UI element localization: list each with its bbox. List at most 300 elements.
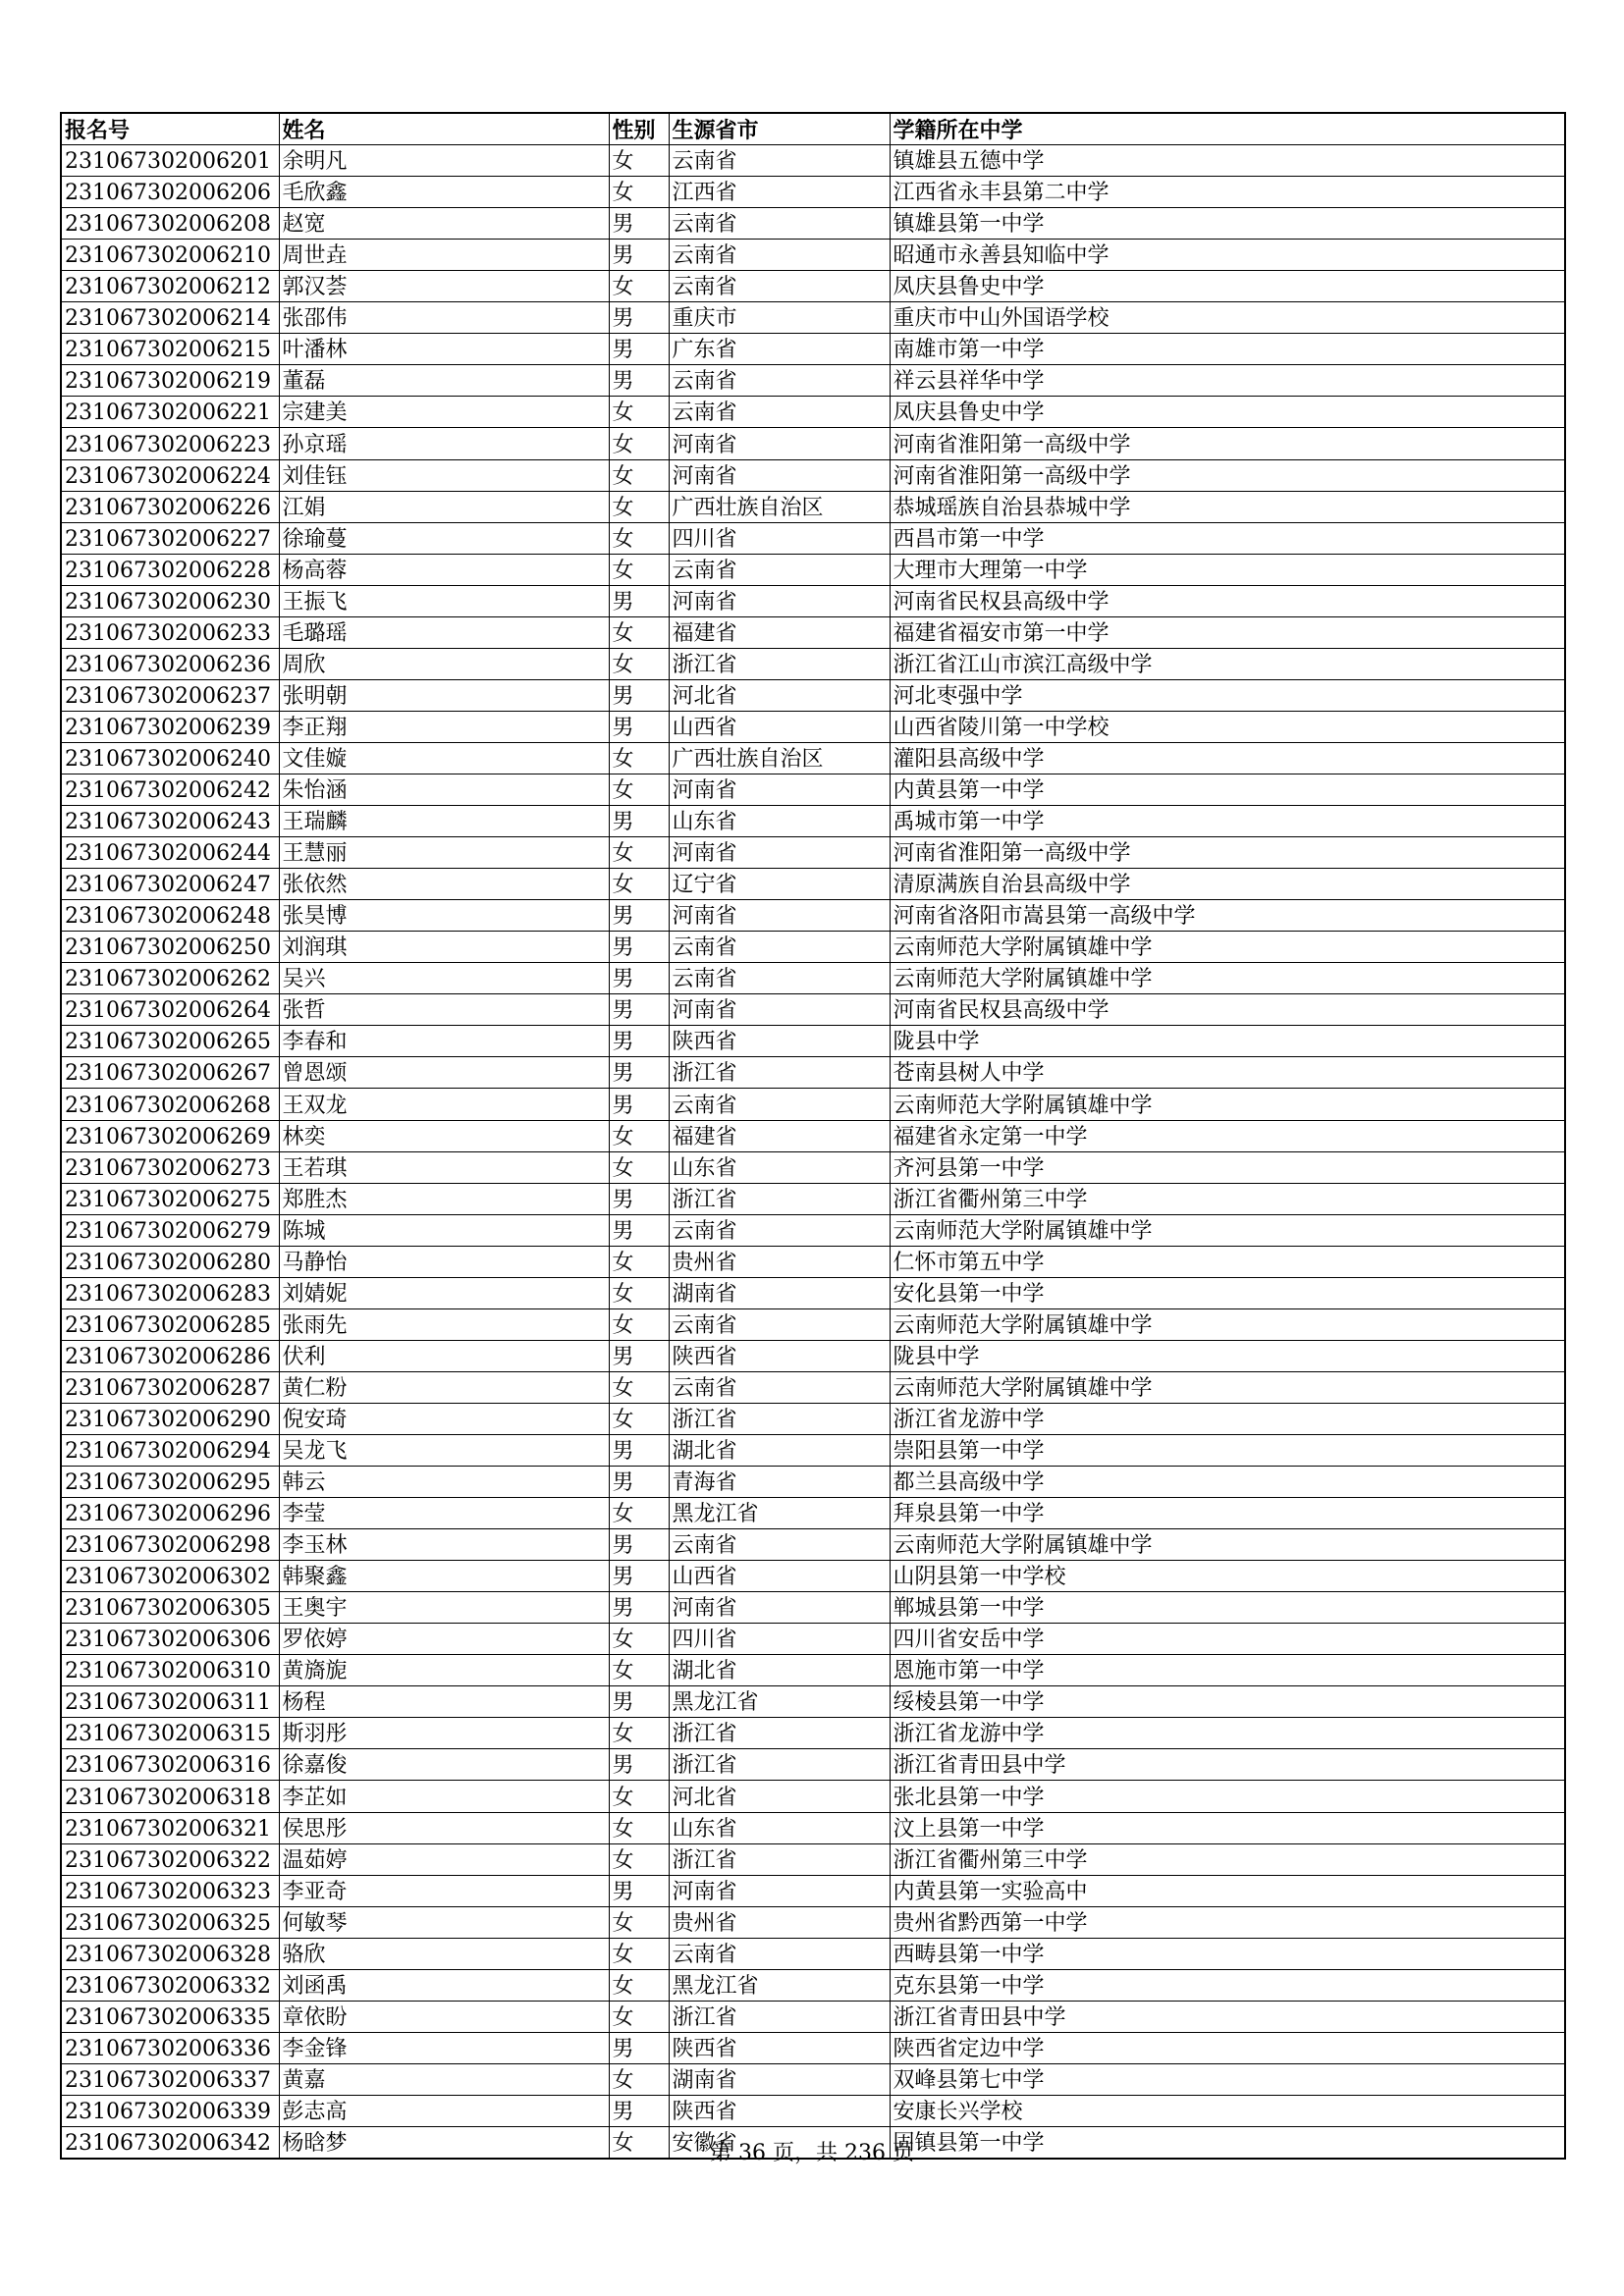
cell-registration-number: 231067302006247 xyxy=(61,869,279,900)
table-row xyxy=(61,806,1565,837)
cell-name: 黄嘉 xyxy=(279,2063,609,2095)
cell-gender: 女 xyxy=(609,774,669,805)
cell-name: 张依然 xyxy=(279,869,609,900)
cell-name: 徐瑜蔓 xyxy=(279,522,609,554)
cell-gender: 女 xyxy=(609,177,669,208)
cell-gender: 男 xyxy=(609,806,669,837)
cell-registration-number: 231067302006227 xyxy=(61,522,279,554)
cell-origin-province: 云南省 xyxy=(669,1371,890,1403)
cell-name: 王振飞 xyxy=(279,585,609,616)
cell-registration-number: 231067302006295 xyxy=(61,1467,279,1498)
table-row xyxy=(61,208,1565,240)
cell-school: 浙江省青田县中学 xyxy=(890,2001,1565,2032)
cell-name: 韩云 xyxy=(279,1467,609,1498)
cell-school: 浙江省龙游中学 xyxy=(890,1403,1565,1434)
cell-name: 斯羽彤 xyxy=(279,1718,609,1749)
cell-origin-province: 云南省 xyxy=(669,1938,890,1969)
cell-name: 周欣 xyxy=(279,648,609,679)
cell-origin-province: 浙江省 xyxy=(669,2001,890,2032)
cell-school: 云南师范大学附属镇雄中学 xyxy=(890,1214,1565,1246)
cell-school: 山西省陵川第一中学校 xyxy=(890,711,1565,742)
cell-name: 朱怡涵 xyxy=(279,774,609,805)
cell-gender: 男 xyxy=(609,1026,669,1057)
table-row xyxy=(61,1308,1565,1340)
cell-gender: 女 xyxy=(609,1120,669,1151)
cell-school: 祥云县祥华中学 xyxy=(890,365,1565,397)
cell-registration-number: 231067302006332 xyxy=(61,1969,279,2001)
cell-gender: 女 xyxy=(609,554,669,585)
cell-registration-number: 231067302006315 xyxy=(61,1718,279,1749)
cell-name: 孙京瑶 xyxy=(279,428,609,459)
table-row xyxy=(61,1969,1565,2001)
cell-name: 刘婧妮 xyxy=(279,1277,609,1308)
cell-origin-province: 湖北省 xyxy=(669,1434,890,1466)
cell-name: 周世垚 xyxy=(279,240,609,271)
cell-gender: 男 xyxy=(609,240,669,271)
cell-registration-number: 231067302006339 xyxy=(61,2095,279,2126)
table-row xyxy=(61,1434,1565,1466)
table-row xyxy=(61,1529,1565,1561)
cell-registration-number: 231067302006294 xyxy=(61,1434,279,1466)
cell-origin-province: 黑龙江省 xyxy=(669,1969,890,2001)
cell-origin-province: 四川省 xyxy=(669,1624,890,1655)
cell-origin-province: 云南省 xyxy=(669,271,890,302)
cell-registration-number: 231067302006285 xyxy=(61,1308,279,1340)
cell-name: 李金锋 xyxy=(279,2032,609,2063)
cell-origin-province: 湖南省 xyxy=(669,2063,890,2095)
cell-school: 安化县第一中学 xyxy=(890,1277,1565,1308)
cell-school: 克东县第一中学 xyxy=(890,1969,1565,2001)
table-row xyxy=(61,1875,1565,1906)
cell-origin-province: 山东省 xyxy=(669,1151,890,1183)
cell-registration-number: 231067302006201 xyxy=(61,145,279,177)
cell-gender: 女 xyxy=(609,428,669,459)
cell-origin-province: 贵州省 xyxy=(669,1906,890,1938)
table-row xyxy=(61,1057,1565,1089)
cell-gender: 女 xyxy=(609,145,669,177)
table-row xyxy=(61,2095,1565,2126)
cell-origin-province: 河南省 xyxy=(669,774,890,805)
cell-registration-number: 231067302006250 xyxy=(61,932,279,963)
table-row xyxy=(61,1812,1565,1843)
cell-school: 河南省民权县高级中学 xyxy=(890,585,1565,616)
cell-school: 河南省洛阳市嵩县第一高级中学 xyxy=(890,900,1565,932)
table-row xyxy=(61,1498,1565,1529)
table-row xyxy=(61,1718,1565,1749)
cell-name: 黄仁粉 xyxy=(279,1371,609,1403)
cell-registration-number: 231067302006273 xyxy=(61,1151,279,1183)
cell-school: 齐河县第一中学 xyxy=(890,1151,1565,1183)
cell-origin-province: 浙江省 xyxy=(669,1749,890,1781)
cell-name: 张明朝 xyxy=(279,679,609,711)
cell-school: 镇雄县五德中学 xyxy=(890,145,1565,177)
cell-gender: 女 xyxy=(609,1151,669,1183)
cell-origin-province: 湖南省 xyxy=(669,1277,890,1308)
cell-origin-province: 安徽省 xyxy=(669,2127,890,2160)
cell-registration-number: 231067302006265 xyxy=(61,1026,279,1057)
cell-school: 陇县中学 xyxy=(890,1026,1565,1057)
header-origin-province: 生源省市 xyxy=(669,113,890,145)
cell-name: 董磊 xyxy=(279,365,609,397)
cell-name: 侯思彤 xyxy=(279,1812,609,1843)
cell-gender: 女 xyxy=(609,869,669,900)
cell-gender: 女 xyxy=(609,459,669,491)
cell-school: 浙江省青田县中学 xyxy=(890,1749,1565,1781)
header-gender: 性别 xyxy=(609,113,669,145)
table-row xyxy=(61,837,1565,869)
cell-gender: 男 xyxy=(609,1214,669,1246)
cell-origin-province: 云南省 xyxy=(669,932,890,963)
cell-name: 江娟 xyxy=(279,491,609,522)
cell-registration-number: 231067302006305 xyxy=(61,1592,279,1624)
table-row xyxy=(61,1089,1565,1120)
cell-school: 安康长兴学校 xyxy=(890,2095,1565,2126)
cell-school: 恩施市第一中学 xyxy=(890,1655,1565,1686)
table-row xyxy=(61,1592,1565,1624)
cell-origin-province: 河南省 xyxy=(669,428,890,459)
cell-registration-number: 231067302006286 xyxy=(61,1340,279,1371)
cell-registration-number: 231067302006214 xyxy=(61,302,279,334)
table-row xyxy=(61,1246,1565,1277)
cell-registration-number: 231067302006310 xyxy=(61,1655,279,1686)
cell-name: 杨高蓉 xyxy=(279,554,609,585)
cell-gender: 男 xyxy=(609,585,669,616)
cell-name: 宗建美 xyxy=(279,397,609,428)
cell-gender: 女 xyxy=(609,648,669,679)
cell-gender: 女 xyxy=(609,616,669,648)
cell-school: 昭通市永善县知临中学 xyxy=(890,240,1565,271)
cell-registration-number: 231067302006268 xyxy=(61,1089,279,1120)
table-row xyxy=(61,428,1565,459)
table-row xyxy=(61,365,1565,397)
cell-gender: 男 xyxy=(609,679,669,711)
cell-registration-number: 231067302006228 xyxy=(61,554,279,585)
table-row xyxy=(61,1906,1565,1938)
cell-gender: 女 xyxy=(609,397,669,428)
cell-school: 绥棱县第一中学 xyxy=(890,1686,1565,1718)
cell-origin-province: 辽宁省 xyxy=(669,869,890,900)
cell-school: 汶上县第一中学 xyxy=(890,1812,1565,1843)
cell-school: 镇雄县第一中学 xyxy=(890,208,1565,240)
cell-gender: 女 xyxy=(609,2063,669,2095)
cell-name: 林奕 xyxy=(279,1120,609,1151)
table-row xyxy=(61,900,1565,932)
cell-name: 李正翔 xyxy=(279,711,609,742)
cell-gender: 男 xyxy=(609,963,669,994)
admission-list-table xyxy=(60,112,1566,2160)
cell-registration-number: 231067302006269 xyxy=(61,1120,279,1151)
header-school: 学籍所在中学 xyxy=(890,113,1565,145)
cell-name: 章依盼 xyxy=(279,2001,609,2032)
cell-school: 陇县中学 xyxy=(890,1340,1565,1371)
cell-name: 叶潘林 xyxy=(279,334,609,365)
table-row xyxy=(61,1624,1565,1655)
cell-gender: 女 xyxy=(609,1246,669,1277)
cell-origin-province: 山东省 xyxy=(669,806,890,837)
cell-name: 韩聚鑫 xyxy=(279,1561,609,1592)
cell-gender: 男 xyxy=(609,2032,669,2063)
table-row xyxy=(61,1561,1565,1592)
cell-origin-province: 广东省 xyxy=(669,334,890,365)
cell-school: 云南师范大学附属镇雄中学 xyxy=(890,1308,1565,1340)
cell-name: 温茹婷 xyxy=(279,1843,609,1875)
cell-origin-province: 河北省 xyxy=(669,679,890,711)
cell-registration-number: 231067302006322 xyxy=(61,1843,279,1875)
table-row xyxy=(61,397,1565,428)
cell-registration-number: 231067302006221 xyxy=(61,397,279,428)
cell-school: 固镇县第一中学 xyxy=(890,2127,1565,2160)
table-row xyxy=(61,742,1565,774)
table-row xyxy=(61,177,1565,208)
cell-gender: 男 xyxy=(609,1467,669,1498)
cell-gender: 男 xyxy=(609,1875,669,1906)
cell-gender: 女 xyxy=(609,742,669,774)
cell-registration-number: 231067302006290 xyxy=(61,1403,279,1434)
cell-gender: 男 xyxy=(609,1749,669,1781)
table-row xyxy=(61,1151,1565,1183)
cell-school: 云南师范大学附属镇雄中学 xyxy=(890,1529,1565,1561)
cell-school: 河南省淮阳第一高级中学 xyxy=(890,837,1565,869)
table-row xyxy=(61,932,1565,963)
cell-name: 王慧丽 xyxy=(279,837,609,869)
table-row xyxy=(61,648,1565,679)
cell-registration-number: 231067302006275 xyxy=(61,1183,279,1214)
cell-origin-province: 山西省 xyxy=(669,711,890,742)
cell-registration-number: 231067302006328 xyxy=(61,1938,279,1969)
cell-school: 浙江省衢州第三中学 xyxy=(890,1843,1565,1875)
cell-registration-number: 231067302006323 xyxy=(61,1875,279,1906)
table-row xyxy=(61,522,1565,554)
cell-origin-province: 云南省 xyxy=(669,240,890,271)
cell-origin-province: 云南省 xyxy=(669,554,890,585)
cell-gender: 男 xyxy=(609,1561,669,1592)
cell-registration-number: 231067302006342 xyxy=(61,2127,279,2160)
table-row xyxy=(61,1340,1565,1371)
table-row xyxy=(61,1843,1565,1875)
cell-registration-number: 231067302006283 xyxy=(61,1277,279,1308)
cell-registration-number: 231067302006337 xyxy=(61,2063,279,2095)
cell-gender: 女 xyxy=(609,2001,669,2032)
cell-name: 彭志高 xyxy=(279,2095,609,2126)
table-row xyxy=(61,994,1565,1026)
cell-registration-number: 231067302006296 xyxy=(61,1498,279,1529)
table-row xyxy=(61,145,1565,177)
cell-name: 郑胜杰 xyxy=(279,1183,609,1214)
cell-origin-province: 浙江省 xyxy=(669,1718,890,1749)
cell-origin-province: 河南省 xyxy=(669,1875,890,1906)
cell-school: 崇阳县第一中学 xyxy=(890,1434,1565,1466)
cell-origin-province: 云南省 xyxy=(669,365,890,397)
cell-origin-province: 山东省 xyxy=(669,1812,890,1843)
cell-school: 云南师范大学附属镇雄中学 xyxy=(890,1371,1565,1403)
table-header-row xyxy=(61,113,1565,145)
cell-gender: 男 xyxy=(609,208,669,240)
cell-registration-number: 231067302006316 xyxy=(61,1749,279,1781)
cell-school: 浙江省江山市滨江高级中学 xyxy=(890,648,1565,679)
cell-school: 郸城县第一中学 xyxy=(890,1592,1565,1624)
cell-gender: 男 xyxy=(609,1089,669,1120)
cell-school: 四川省安岳中学 xyxy=(890,1624,1565,1655)
cell-gender: 女 xyxy=(609,1498,669,1529)
table-row xyxy=(61,2032,1565,2063)
cell-gender: 男 xyxy=(609,334,669,365)
table-row xyxy=(61,711,1565,742)
cell-registration-number: 231067302006267 xyxy=(61,1057,279,1089)
cell-school: 双峰县第七中学 xyxy=(890,2063,1565,2095)
cell-gender: 男 xyxy=(609,1686,669,1718)
cell-origin-province: 山西省 xyxy=(669,1561,890,1592)
cell-registration-number: 231067302006318 xyxy=(61,1781,279,1812)
table-row xyxy=(61,334,1565,365)
table-row xyxy=(61,554,1565,585)
cell-name: 陈城 xyxy=(279,1214,609,1246)
cell-gender: 女 xyxy=(609,1308,669,1340)
cell-school: 重庆市中山外国语学校 xyxy=(890,302,1565,334)
cell-registration-number: 231067302006210 xyxy=(61,240,279,271)
cell-name: 余明凡 xyxy=(279,145,609,177)
cell-origin-province: 青海省 xyxy=(669,1467,890,1498)
cell-origin-province: 云南省 xyxy=(669,1089,890,1120)
cell-name: 骆欣 xyxy=(279,1938,609,1969)
cell-origin-province: 云南省 xyxy=(669,1529,890,1561)
cell-school: 福建省福安市第一中学 xyxy=(890,616,1565,648)
table-row xyxy=(61,491,1565,522)
cell-school: 山阴县第一中学校 xyxy=(890,1561,1565,1592)
cell-gender: 女 xyxy=(609,1277,669,1308)
cell-registration-number: 231067302006279 xyxy=(61,1214,279,1246)
cell-name: 王瑞麟 xyxy=(279,806,609,837)
table-row xyxy=(61,1749,1565,1781)
cell-registration-number: 231067302006230 xyxy=(61,585,279,616)
cell-school: 内黄县第一实验高中 xyxy=(890,1875,1565,1906)
table-row xyxy=(61,1403,1565,1434)
table-row xyxy=(61,585,1565,616)
cell-registration-number: 231067302006236 xyxy=(61,648,279,679)
table-row xyxy=(61,1781,1565,1812)
cell-school: 张北县第一中学 xyxy=(890,1781,1565,1812)
cell-registration-number: 231067302006242 xyxy=(61,774,279,805)
cell-origin-province: 湖北省 xyxy=(669,1655,890,1686)
cell-school: 陕西省定边中学 xyxy=(890,2032,1565,2063)
cell-name: 刘佳钰 xyxy=(279,459,609,491)
cell-name: 杨晗梦 xyxy=(279,2127,609,2160)
cell-name: 张昊博 xyxy=(279,900,609,932)
cell-name: 王奥宇 xyxy=(279,1592,609,1624)
cell-school: 浙江省龙游中学 xyxy=(890,1718,1565,1749)
cell-registration-number: 231067302006240 xyxy=(61,742,279,774)
cell-origin-province: 江西省 xyxy=(669,177,890,208)
cell-school: 福建省永定第一中学 xyxy=(890,1120,1565,1151)
cell-name: 吴兴 xyxy=(279,963,609,994)
cell-origin-province: 云南省 xyxy=(669,963,890,994)
cell-name: 罗依婷 xyxy=(279,1624,609,1655)
cell-name: 吴龙飞 xyxy=(279,1434,609,1466)
cell-origin-province: 广西壮族自治区 xyxy=(669,491,890,522)
cell-school: 灌阳县高级中学 xyxy=(890,742,1565,774)
cell-gender: 女 xyxy=(609,1718,669,1749)
cell-name: 李芷如 xyxy=(279,1781,609,1812)
cell-origin-province: 福建省 xyxy=(669,616,890,648)
cell-origin-province: 浙江省 xyxy=(669,1843,890,1875)
cell-name: 李玉林 xyxy=(279,1529,609,1561)
table-row xyxy=(61,1467,1565,1498)
cell-registration-number: 231067302006215 xyxy=(61,334,279,365)
cell-name: 曾恩颂 xyxy=(279,1057,609,1089)
cell-gender: 女 xyxy=(609,1906,669,1938)
cell-registration-number: 231067302006219 xyxy=(61,365,279,397)
cell-name: 张哲 xyxy=(279,994,609,1026)
cell-name: 杨程 xyxy=(279,1686,609,1718)
table-row xyxy=(61,2001,1565,2032)
table-row xyxy=(61,963,1565,994)
cell-gender: 男 xyxy=(609,1183,669,1214)
cell-gender: 男 xyxy=(609,302,669,334)
cell-name: 李亚奇 xyxy=(279,1875,609,1906)
cell-name: 文佳嫙 xyxy=(279,742,609,774)
cell-registration-number: 231067302006335 xyxy=(61,2001,279,2032)
cell-origin-province: 陕西省 xyxy=(669,1340,890,1371)
cell-registration-number: 231067302006306 xyxy=(61,1624,279,1655)
header-registration-number: 报名号 xyxy=(61,113,279,145)
cell-registration-number: 231067302006239 xyxy=(61,711,279,742)
cell-name: 刘润琪 xyxy=(279,932,609,963)
table-row xyxy=(61,1214,1565,1246)
cell-origin-province: 福建省 xyxy=(669,1120,890,1151)
cell-registration-number: 231067302006262 xyxy=(61,963,279,994)
cell-gender: 女 xyxy=(609,271,669,302)
cell-name: 黄旖旎 xyxy=(279,1655,609,1686)
table-row xyxy=(61,240,1565,271)
cell-gender: 女 xyxy=(609,1655,669,1686)
cell-origin-province: 河南省 xyxy=(669,459,890,491)
cell-registration-number: 231067302006237 xyxy=(61,679,279,711)
cell-gender: 女 xyxy=(609,491,669,522)
cell-school: 河南省淮阳第一高级中学 xyxy=(890,459,1565,491)
cell-name: 何敏琴 xyxy=(279,1906,609,1938)
cell-origin-province: 重庆市 xyxy=(669,302,890,334)
cell-registration-number: 231067302006206 xyxy=(61,177,279,208)
cell-gender: 女 xyxy=(609,837,669,869)
cell-registration-number: 231067302006212 xyxy=(61,271,279,302)
table-row xyxy=(61,1371,1565,1403)
cell-gender: 男 xyxy=(609,1057,669,1089)
cell-name: 王若琪 xyxy=(279,1151,609,1183)
cell-gender: 女 xyxy=(609,1969,669,2001)
cell-school: 都兰县高级中学 xyxy=(890,1467,1565,1498)
cell-origin-province: 浙江省 xyxy=(669,1183,890,1214)
table-row xyxy=(61,459,1565,491)
cell-gender: 男 xyxy=(609,994,669,1026)
cell-school: 仁怀市第五中学 xyxy=(890,1246,1565,1277)
cell-school: 禹城市第一中学 xyxy=(890,806,1565,837)
table-row xyxy=(61,1938,1565,1969)
cell-gender: 男 xyxy=(609,1340,669,1371)
cell-name: 刘函禹 xyxy=(279,1969,609,2001)
cell-gender: 女 xyxy=(609,1843,669,1875)
cell-registration-number: 231067302006223 xyxy=(61,428,279,459)
cell-origin-province: 浙江省 xyxy=(669,1403,890,1434)
cell-origin-province: 河南省 xyxy=(669,1592,890,1624)
cell-gender: 女 xyxy=(609,522,669,554)
cell-registration-number: 231067302006243 xyxy=(61,806,279,837)
cell-origin-province: 河南省 xyxy=(669,900,890,932)
cell-registration-number: 231067302006244 xyxy=(61,837,279,869)
cell-origin-province: 河南省 xyxy=(669,994,890,1026)
cell-registration-number: 231067302006226 xyxy=(61,491,279,522)
table-row xyxy=(61,1183,1565,1214)
cell-origin-province: 黑龙江省 xyxy=(669,1498,890,1529)
cell-name: 王双龙 xyxy=(279,1089,609,1120)
